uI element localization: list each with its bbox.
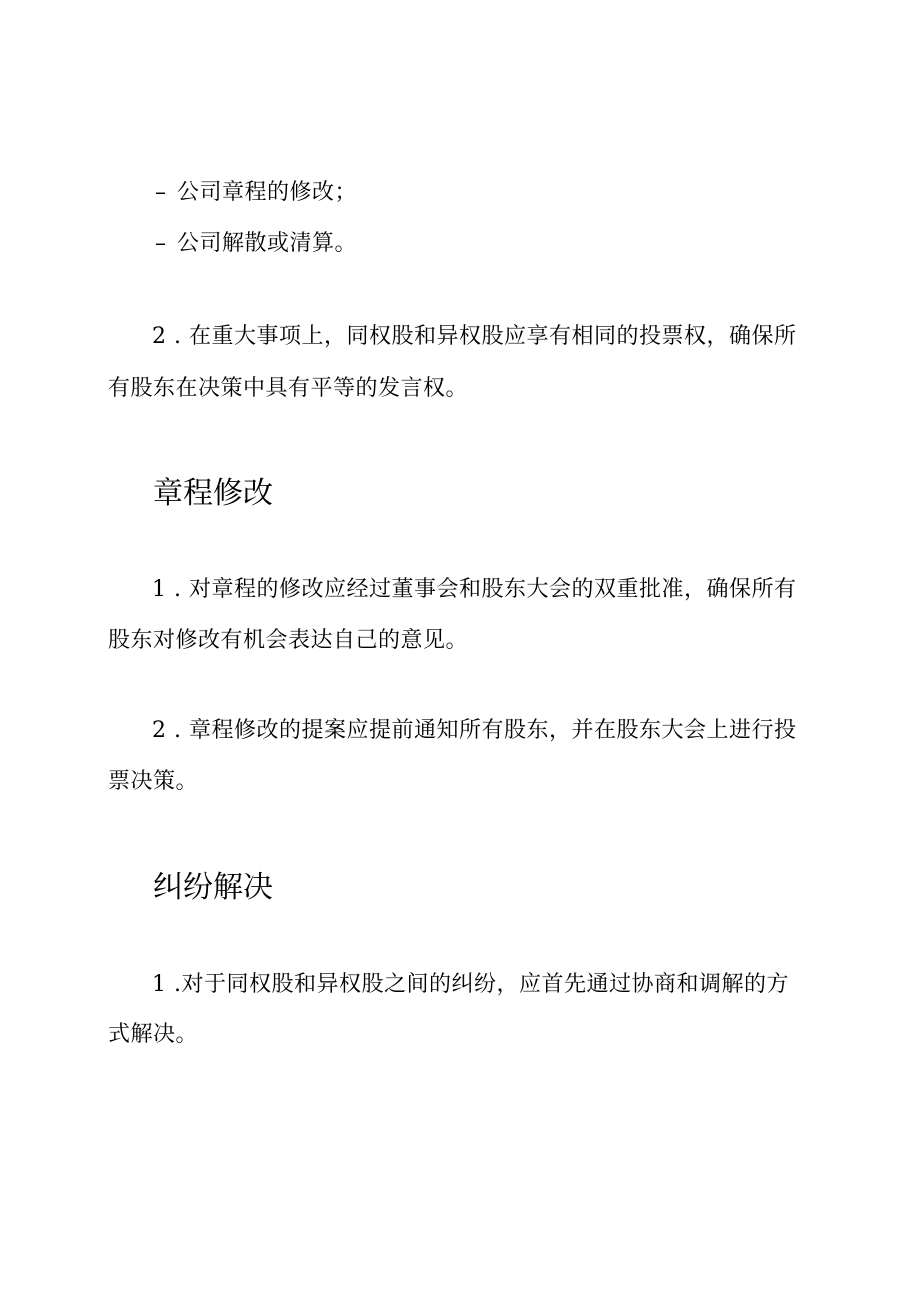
dispute-item-1-line-1: 1 .对于同权股和异权股之间的纠纷，应首先通过协商和调解的方: [152, 972, 789, 997]
voting-paragraph-line-2: 有股东在决策中具有平等的发言权。: [108, 376, 469, 401]
amendment-item-2-line-2: 票决策。: [108, 769, 199, 794]
bullet-text: 公司解散或清算。: [177, 231, 358, 256]
bullet-dash: –: [155, 180, 167, 205]
section-heading-dispute: 纠纷解决: [153, 870, 273, 905]
bullet-item-charter-amendment: [155, 178, 357, 208]
bullet-item-dissolution: [155, 229, 357, 259]
bullet-dash: –: [155, 231, 167, 256]
dispute-item-1-line-2: 式解决。: [108, 1022, 199, 1047]
amendment-item-1-line-2: 股东对修改有机会表达自己的意见。: [108, 628, 469, 653]
bullet-text: 公司章程的修改；: [177, 180, 358, 205]
voting-paragraph-line-1: 2 . 在重大事项上，同权股和异权股应享有相同的投票权，确保所: [152, 324, 797, 349]
section-heading-amendment: 章程修改: [153, 476, 273, 511]
amendment-item-1-line-1: 1 . 对章程的修改应经过董事会和股东大会的双重批准，确保所有: [152, 577, 797, 602]
amendment-item-2-line-1: 2 . 章程修改的提案应提前通知所有股东，并在股东大会上进行投: [152, 718, 797, 743]
